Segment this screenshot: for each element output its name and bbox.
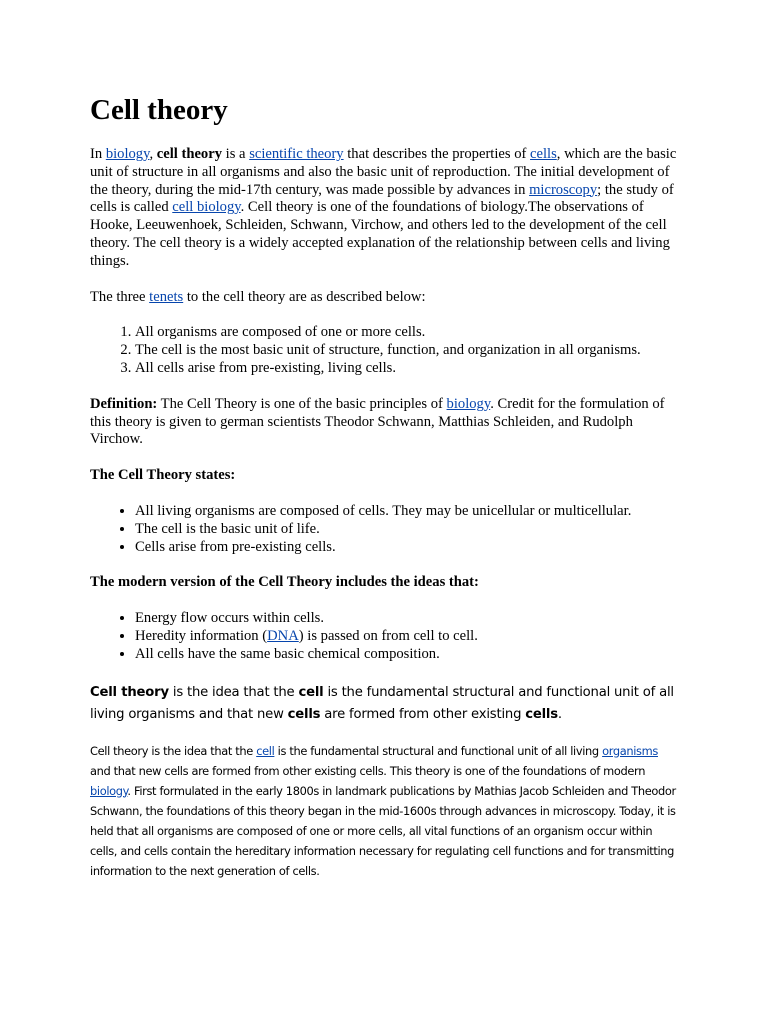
- intro-text: is a: [222, 146, 250, 162]
- intro-text: , which are the basic unit of structure in all organisms and also the basic unit of reproduction. The initial development of the theory, during the mid-17th century, was made possible by advances in: [90, 146, 677, 198]
- list-item: • Cells arise from pre-existing cells.: [135, 539, 680, 557]
- summary-paragraph: [90, 682, 680, 726]
- link-biology-2[interactable]: biology: [446, 395, 491, 412]
- term-cell-theory: cell theory: [156, 146, 223, 162]
- summary-text: are formed from other existing: [320, 706, 526, 722]
- summary-text: is the idea that the: [168, 684, 299, 700]
- link-scientific-theory[interactable]: scientific theory: [249, 146, 344, 162]
- modern-heading: [90, 574, 680, 592]
- detail-text: and that new cells are formed from other existing cells. This theory is one of the foundations of modern: [90, 763, 646, 778]
- summary-term: cells: [525, 706, 558, 722]
- page-title: Cell theory: [90, 94, 228, 126]
- list-item: [135, 628, 680, 646]
- definition-label: Definition:: [90, 395, 158, 412]
- modern-list: [90, 610, 680, 663]
- list-item: • Energy flow occurs within cells.: [135, 610, 680, 628]
- tenets-list: [90, 324, 680, 377]
- summary-term: cell: [298, 684, 324, 700]
- detail-text: is the fundamental structural and functional unit of all living: [274, 743, 603, 758]
- summary-text: .: [557, 706, 562, 722]
- link-microscopy[interactable]: microscopy: [529, 181, 598, 198]
- document-page: [90, 92, 680, 881]
- intro-text: ; the study of cells is called: [90, 181, 674, 216]
- list-item: • The cell is the basic unit of life.: [135, 521, 680, 539]
- intro-text: that describes the properties of: [343, 146, 531, 162]
- states-list: [90, 503, 680, 556]
- summary-term: Cell theory: [90, 684, 169, 700]
- intro-text: ,: [149, 146, 157, 162]
- tenets-intro: [90, 289, 680, 307]
- modern-text: ) is passed on from cell to cell.: [298, 627, 478, 644]
- states-heading-text: The Cell Theory states:: [90, 467, 236, 484]
- list-item: • All cells have the same basic chemical composition.: [135, 646, 680, 664]
- intro-paragraph: [90, 146, 680, 271]
- intro-text: . Cell theory is one of the foundations of biology.The observations of Hooke, Leeuwenhoek, Schleiden, Schwann, Virchow, and others led to the development of the cell theory. The cell theory is a widely accepted explanation of the relationship between cells and living things.: [90, 199, 670, 269]
- link-organisms[interactable]: organisms: [602, 743, 658, 758]
- link-biology-3[interactable]: biology: [90, 783, 128, 798]
- link-cell[interactable]: cell: [256, 743, 275, 758]
- list-item: 1. All organisms are composed of one or more cells.: [135, 324, 680, 342]
- tenets-text: to the cell theory are as described below:: [183, 288, 426, 305]
- summary-text: is the fundamental structural and functional unit of all living organisms and that new: [90, 684, 674, 722]
- link-dna[interactable]: DNA: [267, 627, 299, 644]
- states-heading: [90, 467, 680, 485]
- definition-text: . Credit for the formulation of this theory is given to german scientists Theodor Schwann, Matthias Schleiden, and Rudolph Virchow.: [90, 395, 665, 448]
- link-biology[interactable]: biology: [105, 146, 150, 162]
- summary-term: cells: [287, 706, 321, 722]
- detail-paragraph: [90, 741, 680, 881]
- modern-text: Heredity information (: [135, 627, 268, 644]
- link-cell-biology[interactable]: cell biology: [172, 199, 241, 216]
- detail-text: Cell theory is the idea that the: [90, 743, 257, 758]
- detail-text: . First formulated in the early 1800s in landmark publications by Mathias Jacob Schleiden and Theodor Schwann, the foundations of this theory began in the mid-1600s through advances in microscopy. Today, it is held that all organisms are composed of one or more cells, all vital functions of an organism occur within cells, and cells contain the hereditary information necessary for regulating cell functions and for transmitting information to the next generation of cells.: [90, 783, 676, 878]
- link-tenets[interactable]: tenets: [149, 288, 184, 305]
- definition-text: The Cell Theory is one of the basic principles of: [157, 395, 447, 412]
- intro-text: In: [90, 146, 106, 162]
- modern-heading-text: The modern version of the Cell Theory includes the ideas that:: [90, 574, 479, 591]
- link-cells[interactable]: cells: [530, 146, 557, 162]
- list-item: 3. All cells arise from pre-existing, living cells.: [135, 360, 680, 378]
- list-item: 2. The cell is the most basic unit of structure, function, and organization in all organisms.: [135, 342, 680, 360]
- tenets-text: The three: [90, 288, 150, 305]
- definition-paragraph: [90, 396, 680, 449]
- list-item: • All living organisms are composed of cells. They may be unicellular or multicellular.: [135, 503, 680, 521]
